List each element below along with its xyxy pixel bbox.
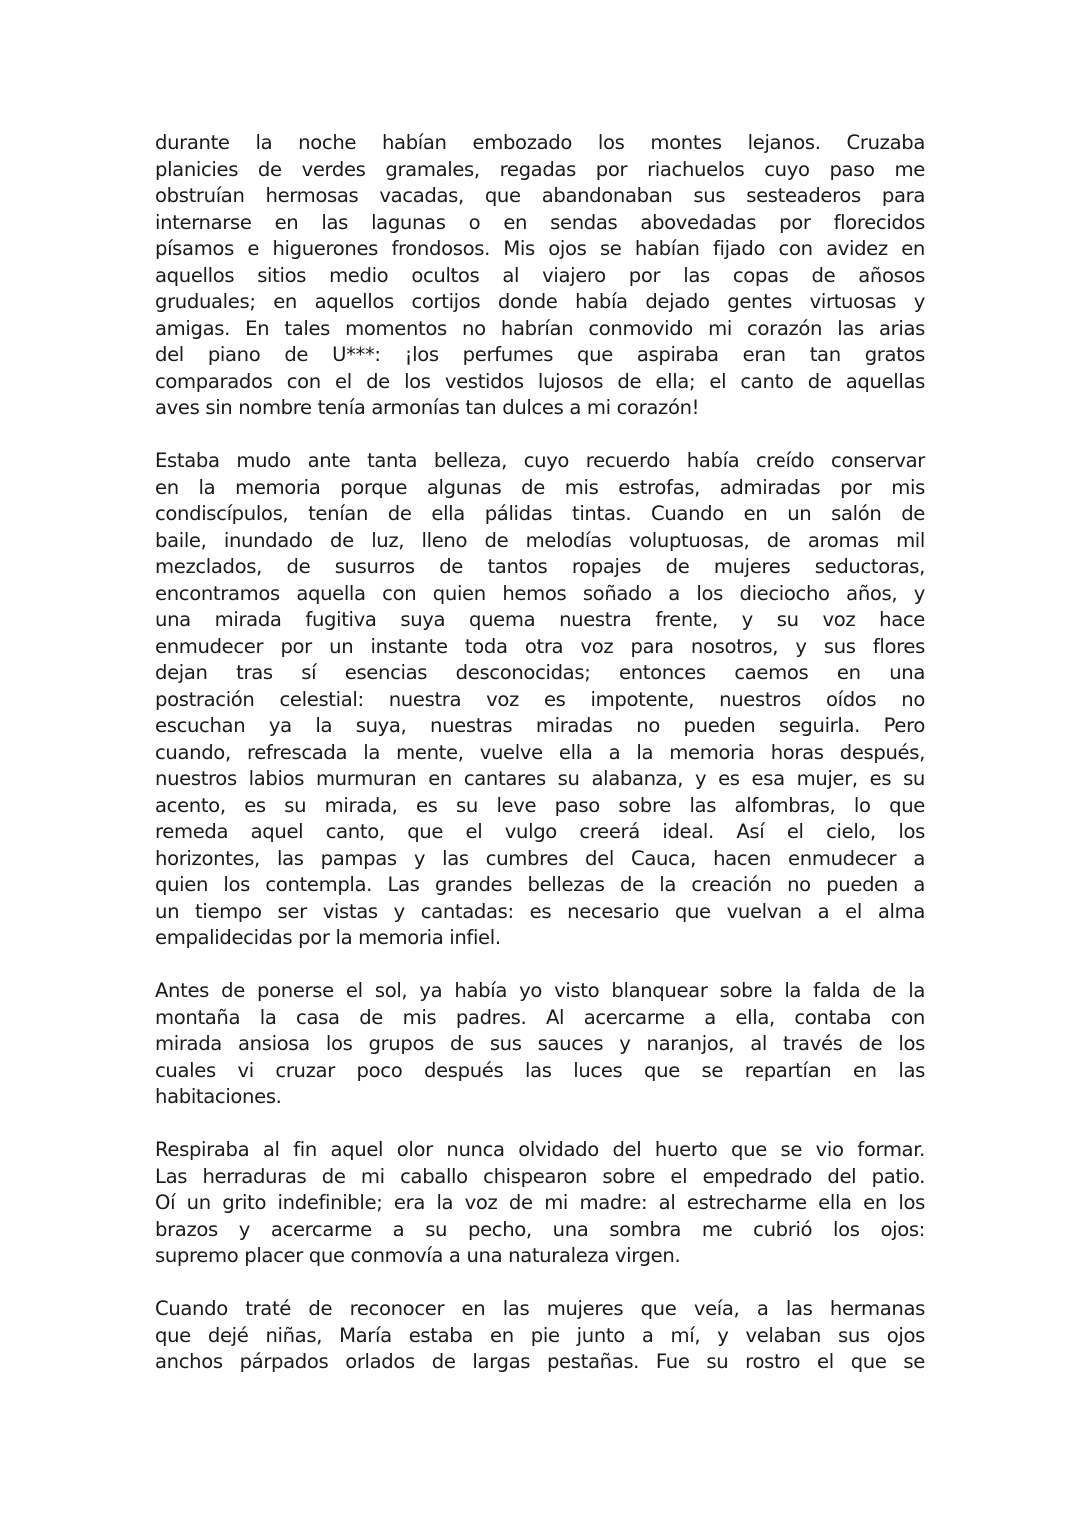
text-line: brazos y acercarme a su pecho, una sombra me cubrió los ojos: xyxy=(155,1217,925,1241)
paragraph-3 xyxy=(155,978,925,1111)
text-line: dejan tras sí esencias desconocidas; entonces caemos en una xyxy=(155,661,925,684)
text-line: nuestros labios murmuran en cantares su alabanza, y es esa mujer, es su xyxy=(155,767,925,790)
text-line: escuchan ya la suya, nuestras miradas no pueden seguirla. Pero xyxy=(155,714,925,737)
text-line: que dejé niñas, María estaba en pie junto a mí, y velaban sus ojos xyxy=(155,1323,925,1347)
text-line: enmudecer por un instante toda otra voz para nosotros, y sus flores xyxy=(155,634,925,658)
paragraph-4 xyxy=(155,1137,925,1270)
text-line: habitaciones. xyxy=(155,1085,282,1108)
text-line: Las herraduras de mi caballo chispearon sobre el empedrado del patio. xyxy=(155,1164,925,1188)
text-line: gruduales; en aquellos cortijos donde había dejado gentes virtuosas y xyxy=(155,290,925,313)
text-line: condiscípulos, tenían de ella pálidas tintas. Cuando en un salón de xyxy=(155,502,925,525)
text-line: Oí un grito indefinible; era la voz de mi madre: al estrecharme ella en los xyxy=(155,1191,925,1214)
text-line: aves sin nombre tenía armonías tan dulces a mi corazón! xyxy=(155,396,700,419)
text-line: Antes de ponerse el sol, ya había yo visto blanquear sobre la falda de la xyxy=(155,979,925,1002)
text-line: un tiempo ser vistas y cantadas: es necesario que vuelvan a el alma xyxy=(155,899,925,923)
text-line: remeda aquel canto, que el vulgo creerá ideal. Así el cielo, los xyxy=(155,820,925,843)
text-line: písamos e higuerones frondosos. Mis ojos se habían fijado con avidez en xyxy=(155,237,925,260)
text-line: Cuando traté de reconocer en las mujeres que veía, a las hermanas xyxy=(155,1297,925,1320)
text-line: Estaba mudo ante tanta belleza, cuyo recuerdo había creído conservar xyxy=(155,449,925,472)
text-line: horizontes, las pampas y las cumbres del Cauca, hacen enmudecer a xyxy=(155,846,925,870)
text-line: del piano de U***: ¡los perfumes que aspiraba eran tan gratos xyxy=(155,343,925,366)
text-line: amigas. En tales momentos no habrían conmovido mi corazón las arias xyxy=(155,316,925,340)
text-line: planicies de verdes gramales, regadas por riachuelos cuyo paso me xyxy=(155,157,925,181)
text-line: encontramos aquella con quien hemos soñado a los dieciocho años, y xyxy=(155,581,925,605)
text-line: acento, es su mirada, es su leve paso sobre las alfombras, lo que xyxy=(155,793,925,817)
text-line: empalidecidas por la memoria infiel. xyxy=(155,926,501,949)
text-line: internarse en las lagunas o en sendas abovedadas por florecidos xyxy=(155,210,925,234)
text-line: en la memoria porque algunas de mis estrofas, admiradas por mis xyxy=(155,475,925,499)
text-line: una mirada fugitiva suya quema nuestra frente, y su voz hace xyxy=(155,608,925,631)
text-line: baile, inundado de luz, lleno de melodías voluptuosas, de aromas mil xyxy=(155,528,925,552)
paragraph-2 xyxy=(155,448,925,952)
text-line: montaña la casa de mis padres. Al acercarme a ella, contaba con xyxy=(155,1005,925,1029)
text-line: mirada ansiosa los grupos de sus sauces y naranjos, al través de los xyxy=(155,1032,925,1055)
paragraph-5 xyxy=(155,1296,925,1376)
text-line: durante la noche habían embozado los montes lejanos. Cruzaba xyxy=(155,131,925,154)
text-line: cuales vi cruzar poco después las luces que se repartían en las xyxy=(155,1058,925,1082)
text-line: postración celestial: nuestra voz es impotente, nuestros oídos no xyxy=(155,687,925,711)
document-page xyxy=(155,130,925,1402)
text-line: mezclados, de susurros de tantos ropajes de mujeres seductoras, xyxy=(155,555,925,578)
text-line: anchos párpados orlados de largas pestañas. Fue su rostro el que se xyxy=(155,1350,925,1373)
text-line: obstruían hermosas vacadas, que abandonaban sus sesteaderos para xyxy=(155,184,925,207)
text-line: supremo placer que conmovía a una naturaleza virgen. xyxy=(155,1244,681,1267)
text-line: aquellos sitios medio ocultos al viajero por las copas de añosos xyxy=(155,263,925,287)
text-line: cuando, refrescada la mente, vuelve ella a la memoria horas después, xyxy=(155,740,925,764)
paragraph-1 xyxy=(155,130,925,422)
text-line: Respiraba al fin aquel olor nunca olvidado del huerto que se vio formar. xyxy=(155,1138,925,1161)
text-line: comparados con el de los vestidos lujosos de ella; el canto de aquellas xyxy=(155,369,925,393)
text-line: quien los contempla. Las grandes bellezas de la creación no pueden a xyxy=(155,873,925,896)
